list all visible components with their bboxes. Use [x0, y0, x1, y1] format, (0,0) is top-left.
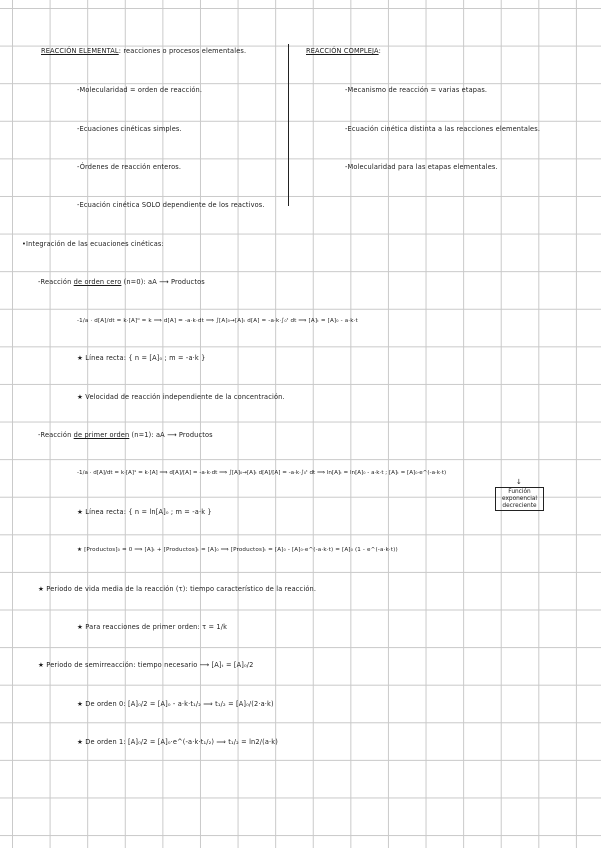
elemental-item-4: -Ecuación cinética SOLO dependiente de los reactivos.	[77, 201, 265, 209]
orden-cero-linea-recta: ★ Línea recta: { n = [A]₀ ; m = -a·k }	[77, 354, 206, 362]
orden-uno-label-post: (n=1): aA ⟶ Productos	[129, 431, 213, 439]
box-line-1: Función	[508, 489, 531, 495]
orden-cero-label-pre: -Reacción	[38, 278, 74, 286]
vida-media-primer-orden: ★ Para reacciones de primer orden: τ = 1/k	[77, 623, 228, 631]
compleja-heading	[306, 47, 381, 56]
elemental-item-1: -Molecularidad = orden de reacción.	[77, 86, 203, 94]
funcion-exponencial-box	[495, 487, 544, 511]
orden-uno-label	[38, 431, 213, 440]
semireaccion-orden-0: ★ De orden 0: [A]₀/2 = [A]₀ - a·k·t₁/₂ ⟹ t₁/₂ = [A]₀/(2·a·k)	[77, 700, 274, 708]
vida-media-heading: ★ Periodo de vida media de la reacción (τ): tiempo característico de la reacción.	[38, 585, 317, 593]
elemental-item-3: -Órdenes de reacción enteros.	[77, 163, 182, 171]
compleja-title: REACCIÓN COMPLEJA	[306, 47, 379, 55]
arrow-down-icon: ↓	[516, 478, 522, 486]
compleja-item-3: -Molecularidad para las etapas elementales.	[345, 163, 498, 171]
elemental-title: REACCIÓN ELEMENTAL	[41, 47, 119, 55]
compleja-item-1: -Mecanismo de reacción = varias etapas.	[345, 86, 488, 94]
elemental-title-rest: : reacciones o procesos elementales.	[118, 47, 247, 55]
semireaccion-heading: ★ Periodo de semirreacción: tiempo necesario ⟶ [A]ₜ = [A]₀/2	[38, 661, 254, 669]
integracion-heading: •Integración de las ecuaciones cinéticas:	[22, 240, 164, 248]
compleja-title-rest: :	[378, 47, 381, 55]
column-divider	[288, 44, 289, 206]
box-line-2: exponencial	[502, 496, 537, 502]
semireaccion-orden-1: ★ De orden 1: [A]₀/2 = [A]₀·e^(-a·k·t₁/₂) ⟹ t₁/₂ = ln2/(a·k)	[77, 738, 278, 746]
orden-cero-equation: -1/a · d[A]/dt = k·[A]⁰ = k ⟹ d[A] = -a·k·dt ⟹ ∫[A]₀→[A]ₜ d[A] = -a·k·∫₀ᵗ dt ⟹ [A]ₜ = [A]₀ - a·k·t	[77, 318, 358, 324]
orden-uno-productos: ★ [Productos]₀ = 0 ⟹ [A]ₜ + [Productos]ₜ = [A]₀ ⟹ [Productos]ₜ = [A]₀ - [A]₀·e^(-a·k·t) = [A]₀ (1 - e^(-a·k·t))	[77, 547, 398, 553]
orden-uno-linea-recta: ★ Línea recta: { n = ln[A]₀ ; m = -a·k }	[77, 508, 212, 516]
orden-uno-label-underlined: de primer orden	[73, 431, 130, 439]
compleja-item-2: -Ecuación cinética distinta a las reacciones elementales.	[345, 125, 541, 133]
orden-uno-equation: -1/a · d[A]/dt = k·[A]¹ = k·[A] ⟹ d[A]/[A] = -a·k·dt ⟹ ∫[A]₀→[A]ₜ d[A]/[A] = -a·k·∫₀ᵗ dt ⟹ ln[A]ₜ = ln[A]₀ - a·k·t ; [A]ₜ = [A]₀·e^(-a·k·t)	[77, 470, 447, 476]
orden-cero-label	[38, 278, 205, 287]
elemental-item-2: -Ecuaciones cinéticas simples.	[77, 125, 182, 133]
elemental-heading	[41, 47, 246, 56]
orden-uno-label-pre: -Reacción	[38, 431, 74, 439]
orden-cero-velocidad: ★ Velocidad de reacción independiente de la concentración.	[77, 393, 285, 401]
orden-cero-label-post: (n=0): aA ⟶ Productos	[121, 278, 205, 286]
orden-cero-label-underlined: de orden cero	[73, 278, 122, 286]
box-line-3: decreciente	[502, 503, 537, 509]
